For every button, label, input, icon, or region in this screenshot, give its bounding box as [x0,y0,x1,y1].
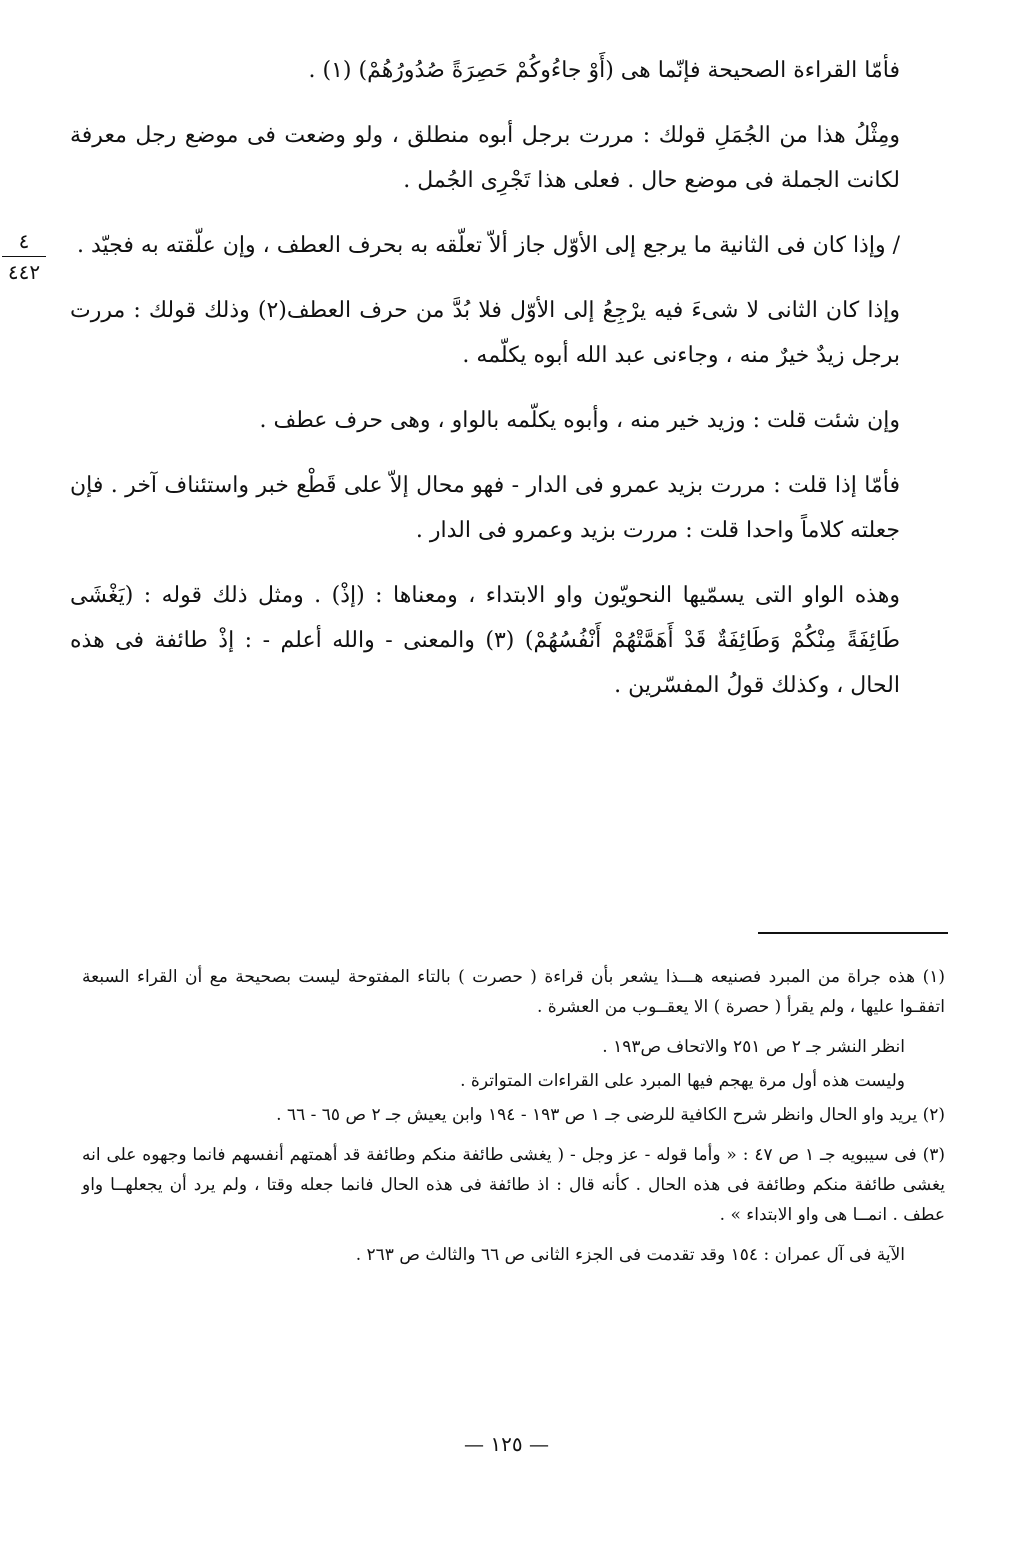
footnote-3: (٣) فى سيبويه جـ ١ ص ٤٧ : « وأما قوله - عز وجل - ( يغشى طائفة منكم وطائفة قد أهمتهم أنفسهم فانما وجهوه على انه يغشى طائفة منكم وطائفة فى هذه الحال . كأنه قال : اذ طائفة فى هذه الحال فانما جعله وقتا ، ولم يرد أن يجعلهــا واو عطف . انمــا هى واو الابتداء » . [82,1145,945,1225]
footnote-divider [758,932,948,934]
footnotes [82,962,945,1274]
paragraph: ومِثْلُ هذا من الجُمَلِ قولك : مررت برجل أبوه منطلق ، ولو وضعت فى موضع رجل معرفة لكانت الجملة فى موضع حال . فعلى هذا تَجْرِى الجُمل . [70,123,900,193]
margin-ref-page: ٤٤٢ [7,260,41,284]
footnote-1-reference: انظر النشر جـ ٢ ص ٢٥١ والاتحاف ص١٩٣ . [602,1037,905,1057]
margin-ref-volume: ٤ [2,228,46,257]
footnote-3-reference: الآية فى آل عمران : ١٥٤ وقد تقدمت فى الجزء الثانى ص ٦٦ والثالث ص ٢٦٣ . [355,1245,905,1265]
paragraph: وإن شئت قلت : وزيد خير منه ، وأبوه يكلّمه بالواو ، وهى حرف عطف . [259,408,900,433]
main-text [70,48,900,728]
paragraph: فأمّا القراءة الصحيحة فإنّما هى (أَوْ جاءُوكُمْ حَصِرَةً صُدُورُهُمْ) (١) . [308,58,900,83]
page-number: — ١٢٥ — [464,1432,549,1456]
footnote-1-remark: وليست هذه أول مرة يهجم فيها المبرد على القراءات المتواترة . [460,1071,905,1091]
footnote-2: (٢) يريد واو الحال وانظر شرح الكافية للرضى جـ ١ ص ١٩٣ - ١٩٤ وابن يعيش جـ ٢ ص ٦٥ - ٦٦ . [276,1105,945,1125]
paragraph: وهذه الواو التى يسمّيها النحويّون واو الابتداء ، ومعناها : (إذْ) . ومثل ذلك قوله : (يَغْشَى طَائِفَةً مِنْكُمْ وَطَائِفَةٌ قَدْ أَهَمَّتْهُمْ أَنْفُسُهُمْ) (٣) والمعنى - والله أعلم - : إذْ طائفة فى هذه الحال ، وكذلك قولُ المفسّرين . [70,583,900,698]
footnote-1: (١) هذه جراة من المبرد فصنيعه هـــذا يشعر بأن قراءة ( حصرت ) بالتاء المفتوحة ليست بصحيحة مع أن القراء السبعة اتفقـوا عليها ، ولم يقرأ ( حصرة ) الا يعقــوب من العشرة . [82,967,945,1017]
paragraph: وإذا كان الثانى لا شىءَ فيه يرْجِعُ إلى الأوّل فلا بُدَّ من حرف العطف(٢) وذلك قولك : مررت برجل زيدٌ خيرٌ منه ، وجاءنى عبد الله أبوه يكلّمه . [70,298,900,368]
margin-page-reference [2,228,46,285]
paragraph: / وإذا كان فى الثانية ما يرجع إلى الأوّل جاز ألاّ تعلّقه به بحرف العطف ، وإن علّقته به فجيّد . [76,233,900,258]
paragraph: فأمّا إذا قلت : مررت بزيد عمرو فى الدار - فهو محال إلاّ على قَطْع خبر واستئناف آخر . فإن جعلته كلاماً واحدا قلت : مررت بزيد وعمرو فى الدار . [70,473,900,543]
